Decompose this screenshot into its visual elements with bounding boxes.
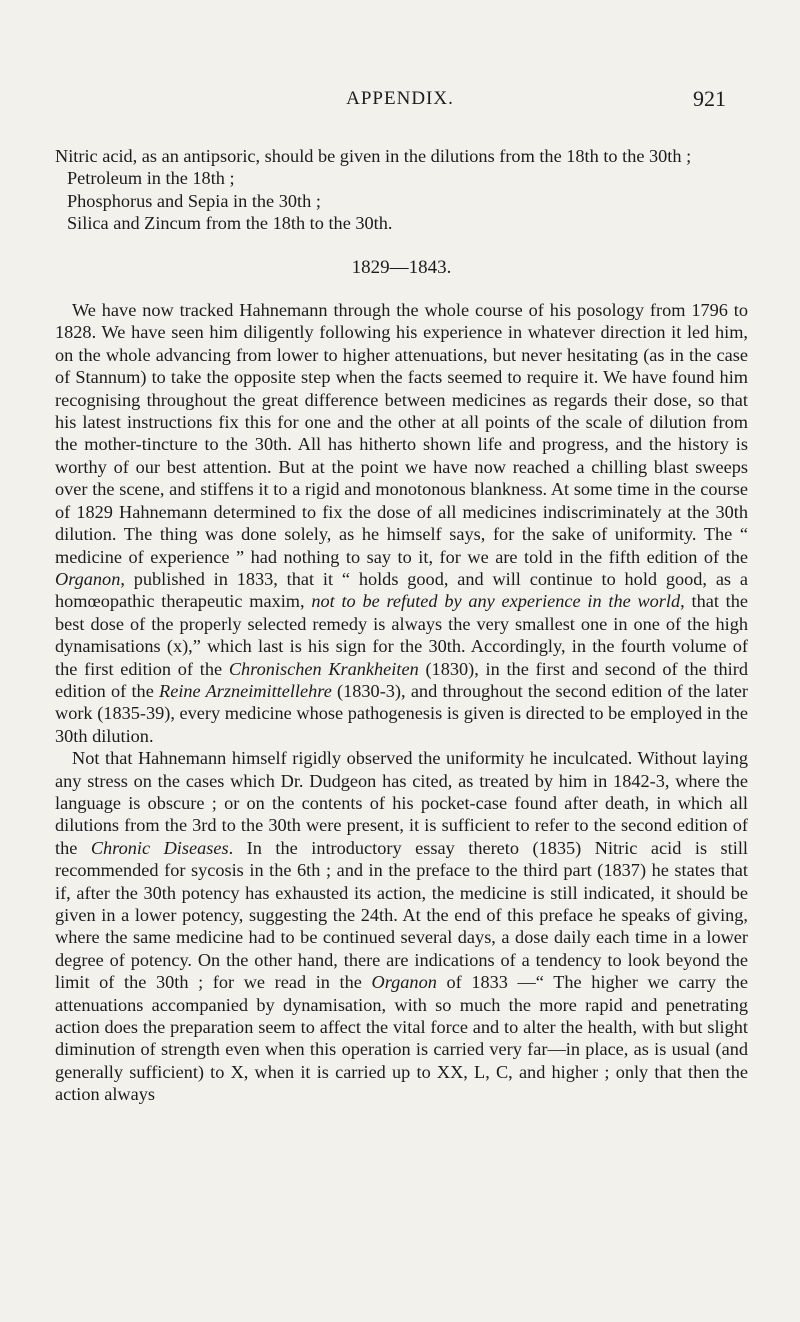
italic-maxim: not to be refuted by any experience in the world bbox=[311, 591, 681, 612]
text-run: , published in 1833, that it “ holds good, and will continue to hold good, as a homœopathic therapeutic maxim, bbox=[55, 568, 748, 612]
intro-line: Nitric acid, as an antipsoric, should be given in the dilutions from the 18th to the 30th ; bbox=[55, 146, 692, 166]
intro-line: Phosphorus and Sepia in the 30th ; bbox=[67, 190, 321, 211]
running-head bbox=[0, 88, 800, 118]
page-body bbox=[55, 145, 748, 1106]
title-chronic-diseases: Chronic Diseases bbox=[90, 837, 229, 858]
section-heading: 1829—1843. bbox=[351, 256, 452, 278]
title-organon: Organon bbox=[371, 972, 437, 993]
title-chronischen-krankheiten: Chronischen Krankheiten bbox=[228, 658, 419, 679]
text-run: (1830), in the first and second of the third edition of the bbox=[55, 658, 748, 701]
text-run: of 1833 —“ The higher we carry the attenuations accompanied by dynamisation, with so much the more rapid and penetrating action does the preparation seem to affect the vital force and to alter the health, with but slight diminution of strength even when this operation is carried very far—in place, as is usual (and generally sufficient) to X, when it is carried up to XX, L, C, and higher ; only that then the action always bbox=[55, 972, 748, 1105]
title-reine-arzneimittellehre: Reine Arzneimittellehre bbox=[159, 680, 332, 701]
page-number: 921 bbox=[693, 86, 726, 111]
paragraph bbox=[55, 747, 748, 1106]
text-run: We have now tracked Hahnemann through the whole course of his posology from 1796 to 1828. We have seen him diligently following his experience in whatever direction it led him, on the whole advancing from lower to higher attenuations, but never hesitating (as in the case of Stannum) to take the opposite step when the facts seemed to require it. We have found him recognising throughout the great difference between medicines as regards their dose, so that his latest instructions fix this for one and the other at all points of the scale of dilution from the mother-tincture to the 30th. All has hitherto shown life and progress, and the history is worthy of our best attention. But at the point we have now reached a chilling blast sweeps over the scene, and stiffens it to a rigid and monotonous blankness. At some time in the course of 1829 Hahnemann determined to fix the dose of all medicines indiscriminately at the 30th dilution. The thing was done solely, as he himself says, for the sake of uniformity. The “ medicine of experience ” had nothing to say to it, for we are told in the fifth edition of the bbox=[55, 300, 748, 567]
title-organon: Organon bbox=[55, 568, 121, 589]
paragraph bbox=[55, 299, 748, 747]
text-run: , that the best dose of the properly selected remedy is always the very smallest one in one of the high dynamisations (x),” which last is his sign for the 30th. Accordingly, in the fourth volume of the first edition of the bbox=[55, 591, 748, 679]
intro-line: Petroleum in the 18th ; bbox=[67, 168, 235, 189]
running-title: APPENDIX. bbox=[346, 88, 454, 109]
intro-line: Silica and Zincum from the 18th to the 30th. bbox=[67, 213, 393, 234]
text-run: . In the introductory essay thereto (1835) Nitric acid is still recommended for sycosis in the 6th ; and in the preface to the third part (1837) he states that if, after the 30th potency has exhausted its action, the medicine is still indicated, it should be given in a lower potency, suggesting the 24th. At the end of this preface he speaks of giving, where the same medicine had to be continued several days, a dose daily each time in a lower degree of potency. On the other hand, there are indications of a tendency to look beyond the limit of the 30th ; for we read in the bbox=[55, 837, 748, 993]
text-run: (1830-3), and throughout the second edition of the later work (1835-39), every medicine whose pathogenesis is given is directed to be employed in the 30th dilution. bbox=[55, 680, 748, 746]
text-run: Not that Hahnemann himself rigidly observed the uniformity he inculcated. Without laying any stress on the cases which Dr. Dudgeon has cited, as treated by him in 1842-3, where the language is obscure ; or on the contents of his pocket-case found after death, in which all dilutions from the 3rd to the 30th were present, it is sufficient to refer to the second edition of the bbox=[55, 748, 748, 858]
